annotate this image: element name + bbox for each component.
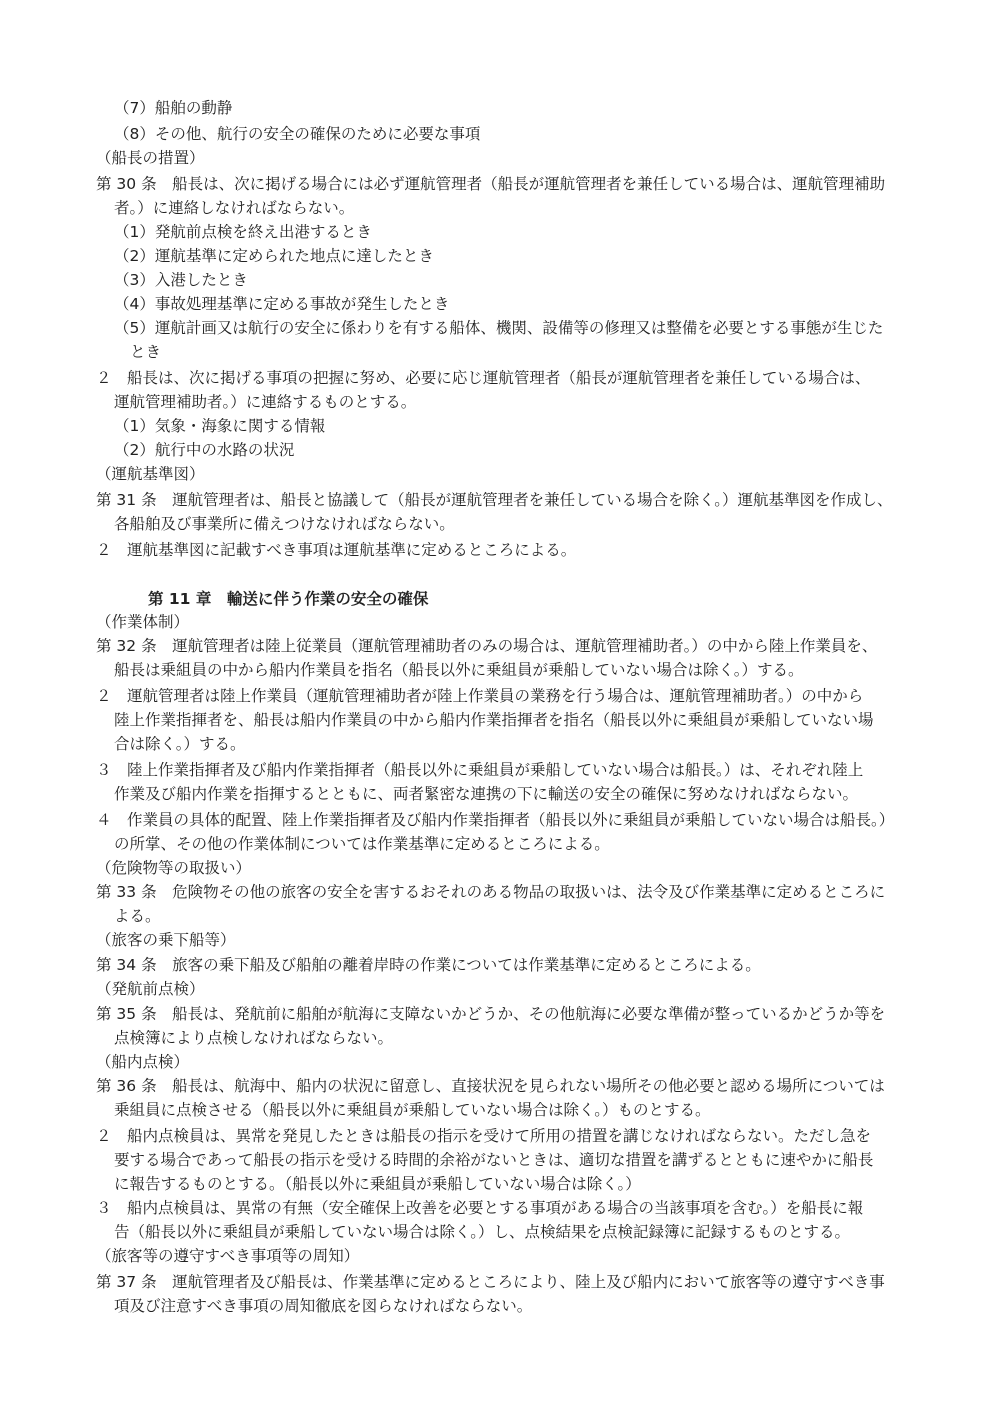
- article-36-para-2-cont-2: に報告するものとする。（船長以外に乗組員が乗船していない場合は除く。）: [114, 1175, 641, 1193]
- section-heading-work-system: （作業体制）: [96, 613, 190, 631]
- article-30-para-2-cont: 運航管理補助者。）に連絡するものとする。: [114, 393, 417, 411]
- article-36-para-3: ３ 船内点検員は、異常の有無（安全確保上改善を必要とする事項がある場合の当該事項を含む。）を船長に報: [96, 1199, 864, 1217]
- article-37-cont: 項及び注意すべき事項の周知徹底を図らなければならない。: [114, 1297, 533, 1315]
- article-36-cont: 乗組員に点検させる（船長以外に乗組員が乗船していない場合は除く。）ものとする。: [114, 1101, 711, 1119]
- article-36-para-3-cont: 告（船長以外に乗組員が乗船していない場合は除く。）し、点検結果を点検記録簿に記録するものとする。: [114, 1223, 850, 1241]
- article-34: 第 34 条 旅客の乗下船及び船舶の離着岸時の作業については作業基準に定めるところによる。: [96, 956, 761, 974]
- chapter-11-title: 第 11 章 輸送に伴う作業の安全の確保: [148, 590, 429, 608]
- article-33: 第 33 条 危険物その他の旅客の安全を害するおそれのある物品の取扱いは、法令及び作業基準に定めるところに: [96, 883, 886, 901]
- article-30-para-2-item-1: （1）気象・海象に関する情報: [114, 417, 326, 435]
- article-30-item-1: （1）発航前点検を終え出港するとき: [114, 223, 372, 241]
- article-32-para-2-cont-2: 合は除く。）する。: [114, 735, 246, 753]
- article-31: 第 31 条 運航管理者は、船長と協議して（船長が運航管理者を兼任している場合を除く。）運航基準図を作成し、: [96, 491, 893, 509]
- article-32: 第 32 条 運航管理者は陸上従業員（運航管理補助者のみの場合は、運航管理補助者。）の中から陸上作業員を、: [96, 637, 878, 655]
- item-8: （8）その他、航行の安全の確保のために必要な事項: [114, 125, 481, 143]
- section-heading-onboard-check: （船内点検）: [96, 1053, 190, 1071]
- section-heading-passenger-rules: （旅客等の遵守すべき事項等の周知）: [96, 1247, 360, 1265]
- article-32-para-3: ３ 陸上作業指揮者及び船内作業指揮者（船長以外に乗組員が乗船していない場合は船長。）は、それぞれ陸上: [96, 761, 864, 779]
- article-32-para-4: ４ 作業員の具体的配置、陸上作業指揮者及び船内作業指揮者（船長以外に乗組員が乗船していない場合は船長。）: [96, 811, 895, 829]
- section-heading-route-chart: （運航基準図）: [96, 465, 205, 483]
- article-30-item-3: （3）入港したとき: [114, 271, 248, 289]
- article-30: 第 30 条 船長は、次に掲げる場合には必ず運航管理者（船長が運航管理者を兼任している場合は、運航管理補助: [96, 175, 886, 193]
- article-36-para-2-cont-1: 要する場合であって船長の指示を受ける時間的余裕がないときは、適切な措置を講ずるとともに速やかに船長: [114, 1151, 874, 1169]
- section-heading-captain-measures: （船長の措置）: [96, 149, 205, 167]
- article-32-para-4-cont: の所掌、その他の作業体制については作業基準に定めるところによる。: [114, 835, 610, 853]
- article-35-cont: 点検簿により点検しなければならない。: [114, 1029, 394, 1047]
- article-30-para-2: ２ 船長は、次に掲げる事項の把握に努め、必要に応じ運航管理者（船長が運航管理者を兼任している場合は、: [96, 369, 871, 387]
- article-37: 第 37 条 運航管理者及び船長は、作業基準に定めるところにより、陸上及び船内において旅客等の遵守すべき事: [96, 1273, 885, 1291]
- article-30-para-2-item-2: （2）航行中の水路の状況: [114, 441, 295, 459]
- article-33-cont: よる。: [114, 907, 161, 925]
- article-36-para-2: ２ 船内点検員は、異常を発見したときは船長の指示を受けて所用の措置を講じなければならない。ただし急を: [96, 1127, 872, 1145]
- article-30-cont: 者。）に連絡しなければならない。: [114, 199, 355, 217]
- article-32-para-3-cont: 作業及び船内作業を指揮するとともに、両者緊密な連携の下に輸送の安全の確保に努めなければならない。: [114, 785, 859, 803]
- article-35: 第 35 条 船長は、発航前に船舶が航海に支障ないかどうか、その他航海に必要な準備が整っているかどうか等を: [96, 1005, 886, 1023]
- article-30-item-5-cont: とき: [130, 343, 162, 361]
- section-heading-hazardous-goods: （危険物等の取扱い）: [96, 859, 252, 877]
- item-7: （7）船舶の動静: [114, 99, 233, 117]
- article-30-item-4: （4）事故処理基準に定める事故が発生したとき: [114, 295, 450, 313]
- article-30-item-2: （2）運航基準に定められた地点に達したとき: [114, 247, 434, 265]
- article-30-item-5: （5）運航計画又は航行の安全に係わりを有する船体、機関、設備等の修理又は整備を必要とする事態が生じた: [114, 319, 884, 337]
- article-31-cont: 各船舶及び事業所に備えつけなければならない。: [114, 515, 455, 533]
- article-32-para-2: ２ 運航管理者は陸上作業員（運航管理補助者が陸上作業員の業務を行う場合は、運航管理補助者。）の中から: [96, 687, 864, 705]
- article-31-para-2: ２ 運航基準図に記載すべき事項は運航基準に定めるところによる。: [96, 541, 577, 559]
- article-36: 第 36 条 船長は、航海中、船内の状況に留意し、直接状況を見られない場所その他必要と認める場所については: [96, 1077, 885, 1095]
- article-32-para-2-cont-1: 陸上作業指揮者を、船長は船内作業員の中から船内作業指揮者を指名（船長以外に乗組員が乗船していない場: [114, 711, 874, 729]
- section-heading-pre-departure-check: （発航前点検）: [96, 980, 205, 998]
- section-heading-boarding: （旅客の乗下船等）: [96, 931, 236, 949]
- article-32-cont: 船長は乗組員の中から船内作業員を指名（船長以外に乗組員が乗船していない場合は除く。）する。: [114, 661, 804, 679]
